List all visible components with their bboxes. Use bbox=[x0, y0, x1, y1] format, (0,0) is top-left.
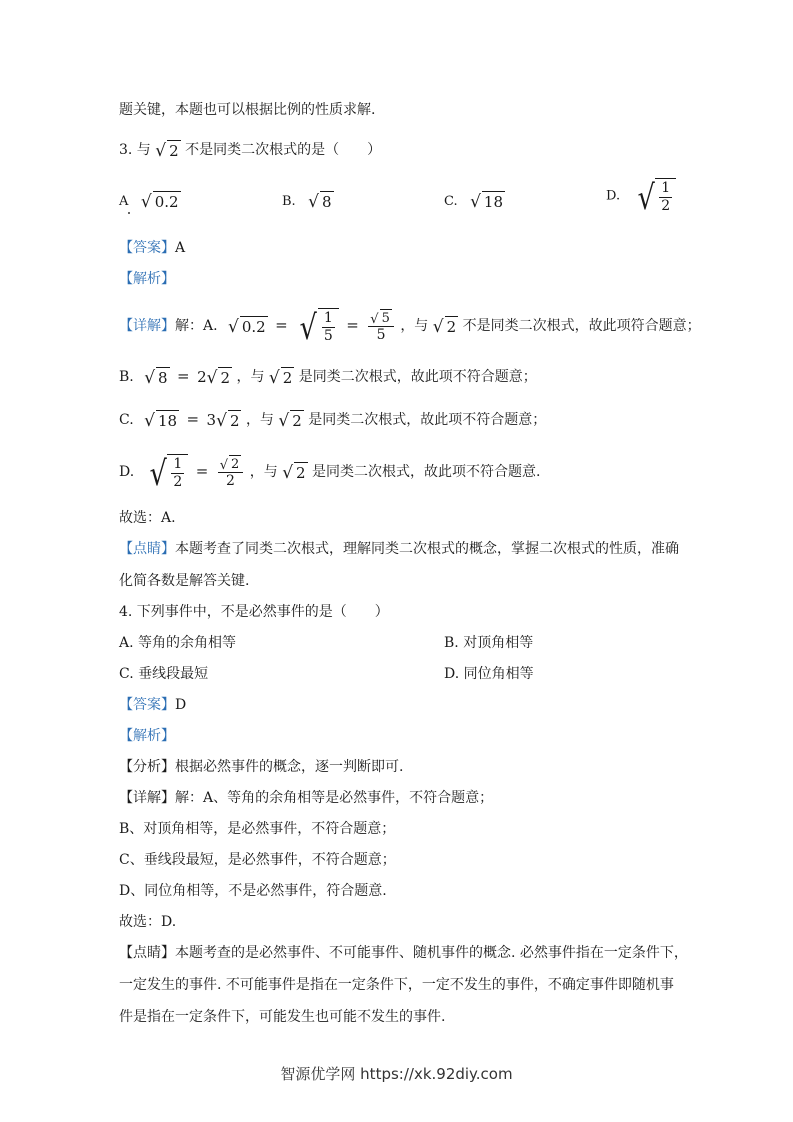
detail-4-b: B、对顶角相等，是必然事件，不符合题意； bbox=[119, 821, 396, 837]
fenxi-4: 【分析】根据必然事件的概念，逐一判断即可. bbox=[119, 759, 404, 775]
comment-4-a: 【点睛】本题考查的是必然事件、不可能事件、随机事件的概念. 必然事件指在一定条件下， bbox=[119, 945, 688, 961]
detail-4-c: C、垂线段最短，是必然事件，不符合题意； bbox=[119, 852, 396, 868]
choice-3: 故选：A. bbox=[119, 510, 176, 526]
option-c: C. √ 18 bbox=[444, 192, 504, 212]
detail-3-c: C. √ 18 = 3 √ 2 ，与 √ 2 是同类二次根式，故此项不符合题意； bbox=[119, 410, 547, 431]
option-b: B. √ 8 bbox=[282, 192, 332, 212]
comment-4-c: 件是指在一定条件下，可能发生也可能不发生的事件. bbox=[119, 1009, 446, 1025]
option-4-d: D. 同位角相等 bbox=[444, 666, 534, 682]
comment-4-b: 一定发生的事件. 不可能事件是指在一定条件下，一定不发生的事件，不确定事件即随机事 bbox=[119, 977, 674, 993]
option-4-c: C. 垂线段最短 bbox=[119, 666, 209, 682]
comment-3-b: 化简各数是解答关键. bbox=[119, 573, 250, 589]
question-text: 不是同类二次根式的是（ ） bbox=[185, 142, 382, 158]
option-4-a: A. 等角的余角相等 bbox=[119, 635, 237, 651]
question-number: 3. 与 bbox=[119, 142, 151, 158]
text-line: 题关键，本题也可以根据比例的性质求解. bbox=[119, 102, 376, 118]
detail-3-a: 【详解】解：A. √ 0.2 = √ $\frac{1}{5}$ = √ 5 5 ，与 √ 2 不是同类二次根式，故此项符合题意； bbox=[119, 307, 701, 348]
option-a: A √ 0.2 bbox=[119, 192, 179, 212]
detail-3-b: B. √ 8 = 2 √ 2 ，与 √ 2 是同类二次根式，故此项不符合题意； bbox=[119, 367, 537, 388]
comment-3-a: 【点睛】本题考查了同类二次根式，理解同类二次根式的概念，掌握二次根式的性质，准确 bbox=[119, 541, 679, 557]
question-3 bbox=[119, 140, 381, 160]
sqrt-expression: √ 2 bbox=[155, 141, 179, 161]
detail-3-d: D. √ $\frac{1}{2}$ = √ 2 2 ，与 √ 2 是同类二次根式，故此项不符合题意. bbox=[119, 453, 541, 494]
answer-4: 【答案】D bbox=[119, 697, 187, 713]
answer-3: 【答案】A bbox=[119, 240, 186, 256]
detail-4-a: 【详解】解：A、等角的余角相等是必然事件，不符合题意； bbox=[119, 790, 494, 806]
analysis-heading: 【解析】 bbox=[119, 271, 175, 287]
analysis-heading-4: 【解析】 bbox=[119, 728, 175, 744]
question-4: 4. 下列事件中，不是必然事件的是（ ） bbox=[119, 604, 389, 620]
stray-dot bbox=[128, 212, 130, 214]
option-4-b: B. 对顶角相等 bbox=[444, 635, 534, 651]
option-d: D. √ $\frac{1}{2}$ bbox=[606, 178, 676, 215]
choice-4: 故选：D. bbox=[119, 914, 177, 930]
detail-4-d: D、同位角相等，不是必然事件，符合题意. bbox=[119, 883, 387, 899]
footer-watermark: 智源优学网 https://xk.92diy.com bbox=[280, 1065, 513, 1083]
